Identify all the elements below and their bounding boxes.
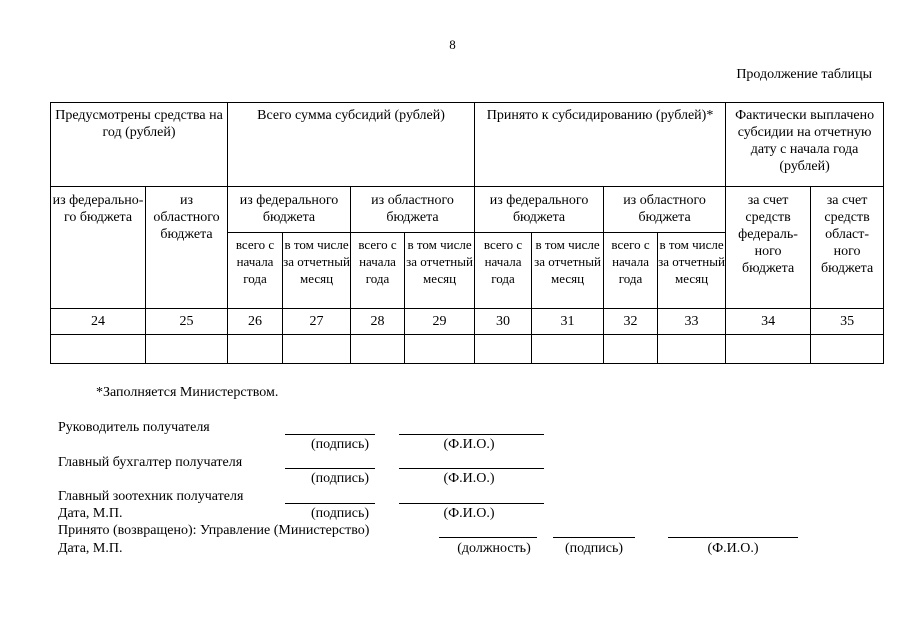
empty-cell[interactable] <box>811 335 884 364</box>
column-number: 26 <box>228 309 283 335</box>
subheader-total-federal-budget: из федерального бюджета <box>228 187 351 233</box>
official-name-line[interactable] <box>668 537 798 538</box>
column-number: 30 <box>475 309 532 335</box>
caption-signature: (подпись) <box>310 437 370 452</box>
footnote: *Заполняется Министерством. <box>96 385 279 400</box>
continuation-label: Продолжение таблицы <box>736 67 872 82</box>
page-number: 8 <box>449 37 456 52</box>
subheader-accepted-regional-budget: из областного бюджета <box>604 187 726 233</box>
subheader-from-regional: из областного бюджета <box>146 187 228 309</box>
accepted-returned-label: Принято (возвращено): Управление (Министерство) <box>58 523 370 538</box>
chief-zootechnician-label: Главный зоотехник получателя <box>58 489 244 504</box>
head-name-line[interactable] <box>399 434 544 435</box>
subheader-incl-reporting-month: в том числе за отчетный месяц <box>658 233 726 309</box>
head-signature-line[interactable] <box>285 434 375 435</box>
date-mp-label: Дата, М.П. <box>58 506 123 521</box>
header-actually-paid: Фактически выплачено субсидии на отчетную дату с начала года (рублей) <box>726 103 884 187</box>
empty-cell[interactable] <box>351 335 405 364</box>
subheader-incl-reporting-month: в том числе за отчетный месяц <box>283 233 351 309</box>
chief-accountant-label: Главный бухгалтер получателя <box>58 455 243 470</box>
zootechnician-name-line[interactable] <box>399 503 544 504</box>
empty-cell[interactable] <box>532 335 604 364</box>
empty-cell[interactable] <box>658 335 726 364</box>
column-number: 31 <box>532 309 604 335</box>
header-total-subsidies: Всего сумма субсидий (рублей) <box>228 103 475 187</box>
column-number: 27 <box>283 309 351 335</box>
subheader-total-from-start: всего с начала года <box>228 233 283 309</box>
column-number: 28 <box>351 309 405 335</box>
caption-signature: (подпись) <box>310 471 370 486</box>
column-number: 24 <box>51 309 146 335</box>
date-mp-label: Дата, М.П. <box>58 541 123 556</box>
official-signature-line[interactable] <box>553 537 635 538</box>
caption-name: (Ф.И.О.) <box>443 437 495 452</box>
empty-cell[interactable] <box>604 335 658 364</box>
subheader-paid-regional: за счет средств област-ного бюджета <box>811 187 884 309</box>
column-number: 33 <box>658 309 726 335</box>
subheader-accepted-federal-budget: из федерального бюджета <box>475 187 604 233</box>
subheader-total-from-start: всего с начала года <box>604 233 658 309</box>
zootechnician-signature-line[interactable] <box>285 503 375 504</box>
caption-signature: (подпись) <box>310 506 370 521</box>
empty-cell[interactable] <box>405 335 475 364</box>
caption-name: (Ф.И.О.) <box>443 506 495 521</box>
empty-cell[interactable] <box>726 335 811 364</box>
caption-name: (Ф.И.О.) <box>443 471 495 486</box>
column-number: 29 <box>405 309 475 335</box>
caption-signature: (подпись) <box>564 541 624 556</box>
subheader-incl-reporting-month: в том числе за отчетный месяц <box>405 233 475 309</box>
subheader-total-from-start: всего с начала года <box>351 233 405 309</box>
head-label: Руководитель получателя <box>58 420 210 435</box>
caption-name: (Ф.И.О.) <box>707 541 759 556</box>
column-number: 32 <box>604 309 658 335</box>
subsidy-table <box>50 102 884 364</box>
column-number: 35 <box>811 309 884 335</box>
position-line[interactable] <box>439 537 537 538</box>
accountant-signature-line[interactable] <box>285 468 375 469</box>
empty-cell[interactable] <box>146 335 228 364</box>
empty-cell[interactable] <box>283 335 351 364</box>
header-planned-funds: Предусмотрены средства на год (рублей) <box>51 103 228 187</box>
subheader-incl-reporting-month: в том числе за отчетный месяц <box>532 233 604 309</box>
column-number: 34 <box>726 309 811 335</box>
accountant-name-line[interactable] <box>399 468 544 469</box>
empty-cell[interactable] <box>51 335 146 364</box>
caption-position: (должность) <box>457 541 531 556</box>
subheader-from-federal: из федерально-го бюджета <box>51 187 146 309</box>
empty-cell[interactable] <box>475 335 532 364</box>
subheader-total-from-start: всего с начала года <box>475 233 532 309</box>
subheader-total-regional-budget: из областного бюджета <box>351 187 475 233</box>
header-accepted-for-subsidy: Принято к субсидированию (рублей)* <box>475 103 726 187</box>
empty-cell[interactable] <box>228 335 283 364</box>
column-number: 25 <box>146 309 228 335</box>
subheader-paid-federal: за счет средств федераль-ного бюджета <box>726 187 811 309</box>
